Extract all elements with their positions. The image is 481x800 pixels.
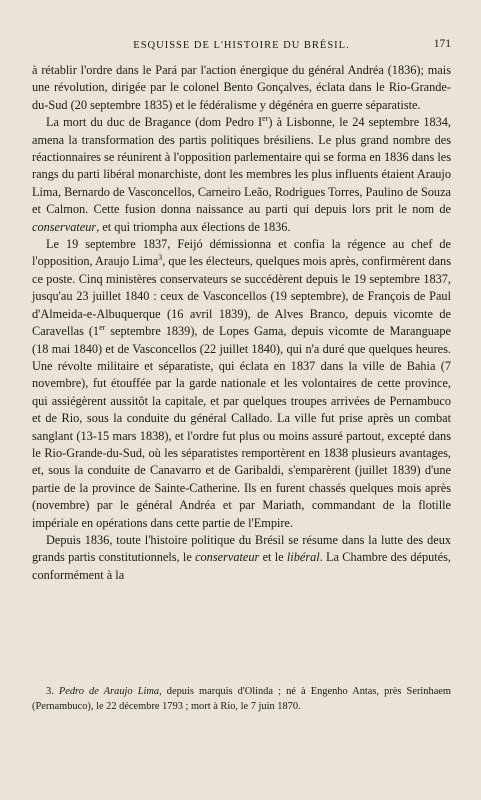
italic-term: conservateur [32,219,97,234]
paragraph-1: à rétablir l'ordre dans le Pará par l'action énergique du général Andréa (1836); mais une révolution, dirigée par le colonel Bento Gonçalves, éclata dans le Rio-Grande-du-Sud (20 septembre 1835) et le fédéralisme y dégénéra en guerre séparatiste. [32,63,451,112]
body-text [32,62,451,584]
footnotes [32,684,451,714]
paragraph-2: La mort du duc de Bragance (dom Pedro Ier) à Lisbonne, le 24 septembre 1834, amena la transformation des partis politiques brésiliens. Le plus grand nombre des réactionnaires se réunirent à l'opposition parlementaire qui se forma en 1836 dans les rangs du parti libéral monarchiste, dont les membres les plus influents étaient Araujo Lima, Bernardo de Vasconcellos, Carneiro Leão, Rodrigues Torres, Paulino de Souza et Calmon. Cette fusion donna naissance au parti qui depuis lors prit le nom de conservateur, et qui triompha aux élections de 1836. [32,114,451,234]
paragraph-3: Le 19 septembre 1837, Feijó démissionna et confia la régence au chef de l'opposition, Araujo Lima$^3$, que les électeurs, quelques mois après, confirmèrent dans ce poste. Cinq ministères conservateurs se succédèrent depuis le 19 septembre 1837, jusqu'au 23 juillet 1840 : ceux de Vasconcellos (19 septembre), de François de Paul d'Almeida-e-Albuquerque (16 avril 1839), de Alves Branco, depuis vicomte de Caravellas (1er septembre 1839), de Lopes Gama, depuis vicomte de Maranguape (18 mai 1840) et de Vasconcellos (22 juillet 1840), qui n'a duré que quelques heures. Une révolte militaire et séparatiste, qui éclata en 1837 dans la ville de Bahia (7 novembre), fut étouffée par la garde nationale et les volontaires de cette province, qui assiégèrent aussitôt la capitale, et par quelques troupes arrivées de Pernambuco et de Rio, sous la conduite du général Callado. La ville fut prise après un combat sanglant (13-15 mars 1838), et l'ordre fut plus ou moins assuré partout, excepté dans le Rio-Grande-du-Sud, où les séparatistes remportèrent en 1838 plusieurs avantages, et, sous la conduite de Canavarro et de Garibaldi, s'emparèrent (juillet 1839) d'une partie de la province de Sainte-Catherine. Ils en furent chassés quelques mois après (novembre) par le général Andréa et par Mariath, commandant de la flotille impériale en opérations dans cette partie de l'Empire. [32,237,451,530]
page-number: 171 [433,38,451,50]
italic-term: libéral [286,550,320,565]
superscript: er [262,114,269,124]
running-header [32,38,451,60]
paragraph-4: Depuis 1836, toute l'histoire politique du Brésil se résume dans la lutte des deux grands partis constitutionnels, le conservateur et le libéral. La Chambre des députés, conformément à la [32,532,451,582]
footnote-3: 3. Pedro de Araujo Lima, depuis marquis d'Olinda ; né à Engenho Antas, près Serinhaem (Pernambuco), le 22 décembre 1793 ; mort à Rio, le 7 juin 1870. [32,686,451,712]
superscript: er [99,323,106,332]
footnote-number: 3. [46,686,59,697]
italic-term: conservateur [195,550,260,565]
footnote-ref-3[interactable]: 3 [158,253,163,263]
running-title: ESQUISSE DE L'HISTOIRE DU BRÉSIL. [133,40,350,51]
